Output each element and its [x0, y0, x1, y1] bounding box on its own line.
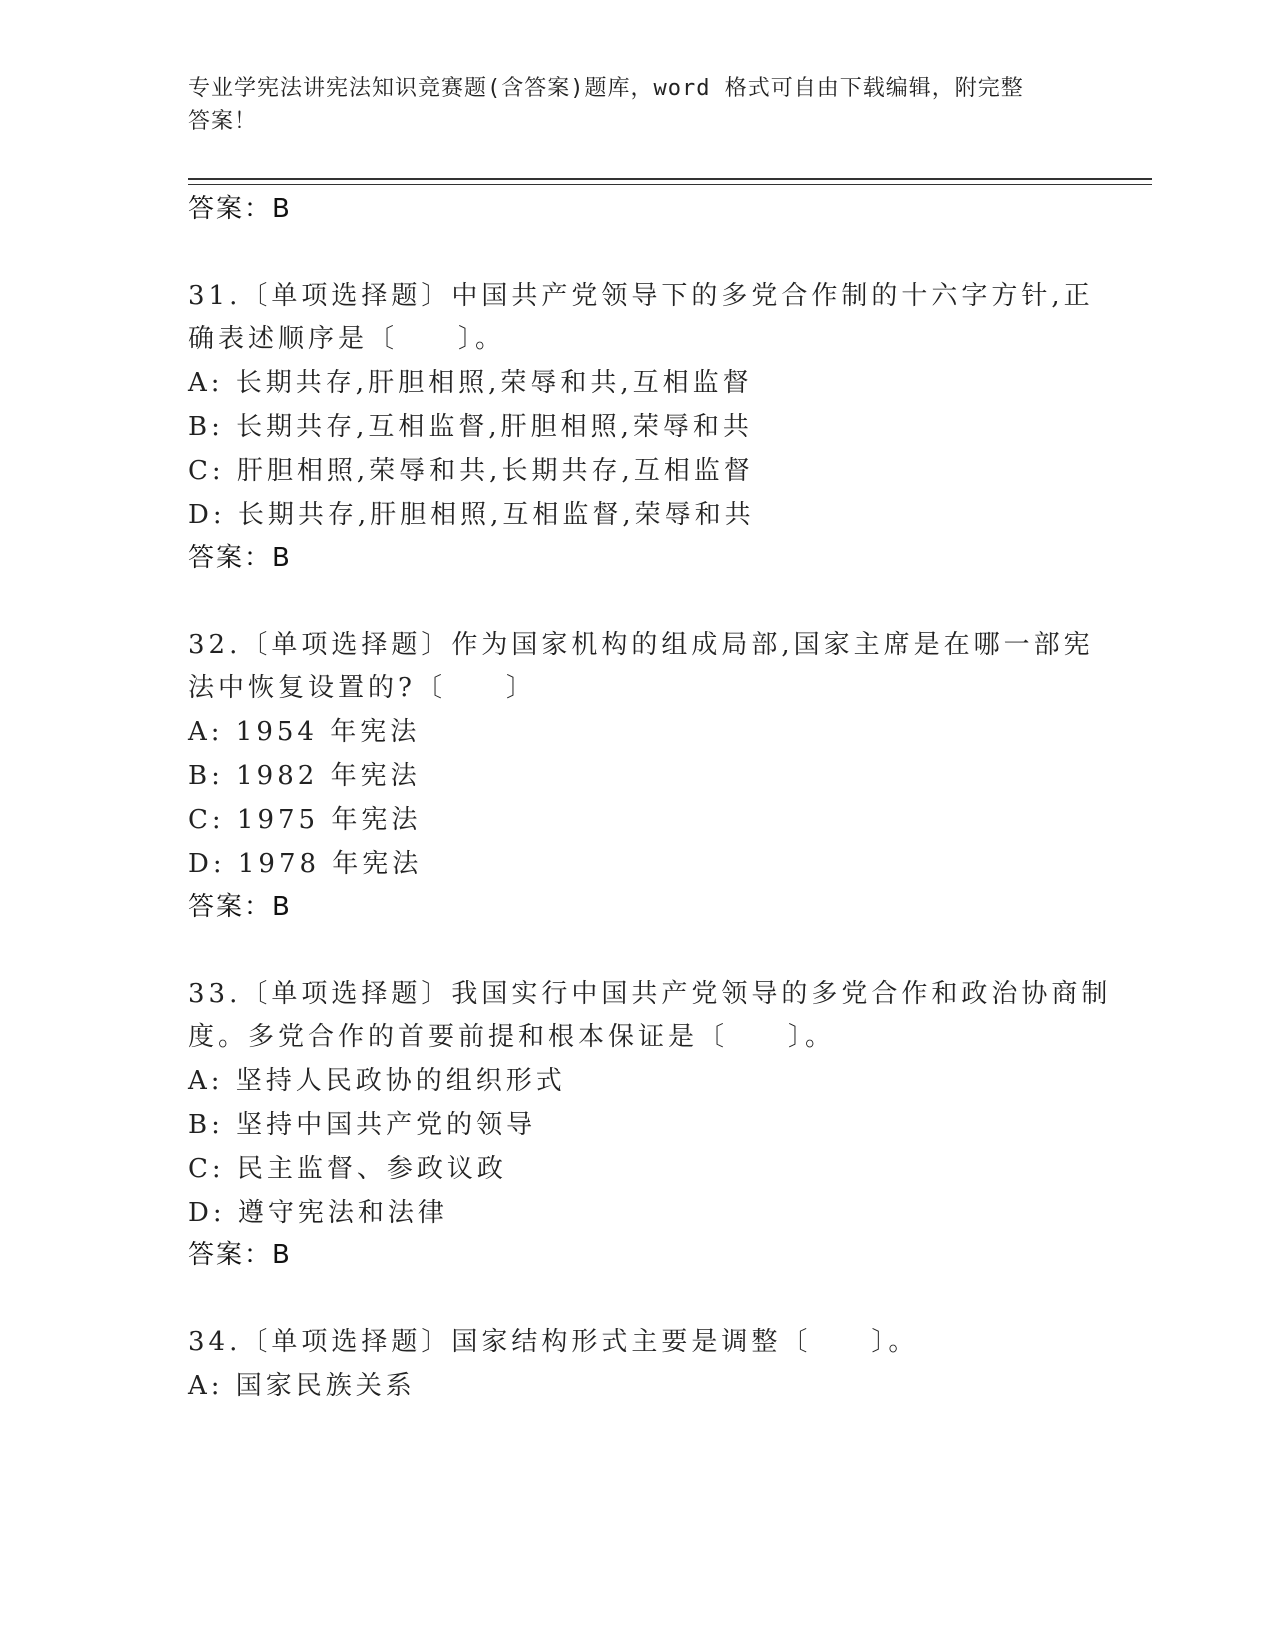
header-line-2: 答案！ — [188, 109, 258, 134]
question-33-option-c: C: 民主监督、参政议政 — [188, 1154, 507, 1184]
header-rule-thin — [188, 184, 1152, 185]
question-34-option-a: A: 国家民族关系 — [188, 1371, 416, 1401]
question-33-line-2: 度。多党合作的首要前提和根本保证是〔 〕。 — [188, 1022, 836, 1052]
question-31-answer: 答案：B — [188, 543, 292, 573]
question-33-answer: 答案：B — [188, 1240, 292, 1270]
question-33-line-1: 33.〔单项选择题〕我国实行中国共产党领导的多党合作和政治协商制 — [188, 979, 1112, 1009]
question-31-option-d: D: 长期共存,肝胆相照,互相监督,荣辱和共 — [188, 500, 755, 530]
question-32-option-c: C: 1975 年宪法 — [188, 805, 422, 835]
question-32-line-1: 32.〔单项选择题〕作为国家机构的组成局部,国家主席是在哪一部宪 — [188, 630, 1094, 660]
header-rule-thick — [188, 178, 1152, 180]
question-31-line-1: 31.〔单项选择题〕中国共产党领导下的多党合作制的十六字方针,正 — [188, 281, 1094, 311]
question-31-line-2: 确表述顺序是〔 〕。 — [188, 324, 506, 354]
answer-prev: 答案：B — [188, 194, 292, 224]
question-31-option-a: A: 长期共存,肝胆相照,荣辱和共,互相监督 — [188, 368, 753, 398]
page-header — [188, 72, 1068, 138]
question-33-option-a: A: 坚持人民政协的组织形式 — [188, 1066, 566, 1096]
question-32-answer: 答案：B — [188, 892, 292, 922]
question-32-option-b: B: 1982 年宪法 — [188, 761, 421, 791]
question-34-line-1: 34.〔单项选择题〕国家结构形式主要是调整〔 〕。 — [188, 1327, 919, 1357]
question-33-option-b: B: 坚持中国共产党的领导 — [188, 1110, 537, 1140]
header-line-1: 专业学宪法讲宪法知识竞赛题(含答案)题库，word 格式可自由下载编辑，附完整 — [188, 76, 1024, 101]
question-32-option-a: A: 1954 年宪法 — [188, 717, 421, 747]
question-31-option-c: C: 肝胆相照,荣辱和共,长期共存,互相监督 — [188, 456, 754, 486]
question-33-option-d: D: 遵守宪法和法律 — [188, 1198, 448, 1228]
question-32-line-2: 法中恢复设置的?〔 〕 — [188, 673, 536, 703]
question-32-option-d: D: 1978 年宪法 — [188, 849, 423, 879]
question-31-option-b: B: 长期共存,互相监督,肝胆相照,荣辱和共 — [188, 412, 753, 442]
